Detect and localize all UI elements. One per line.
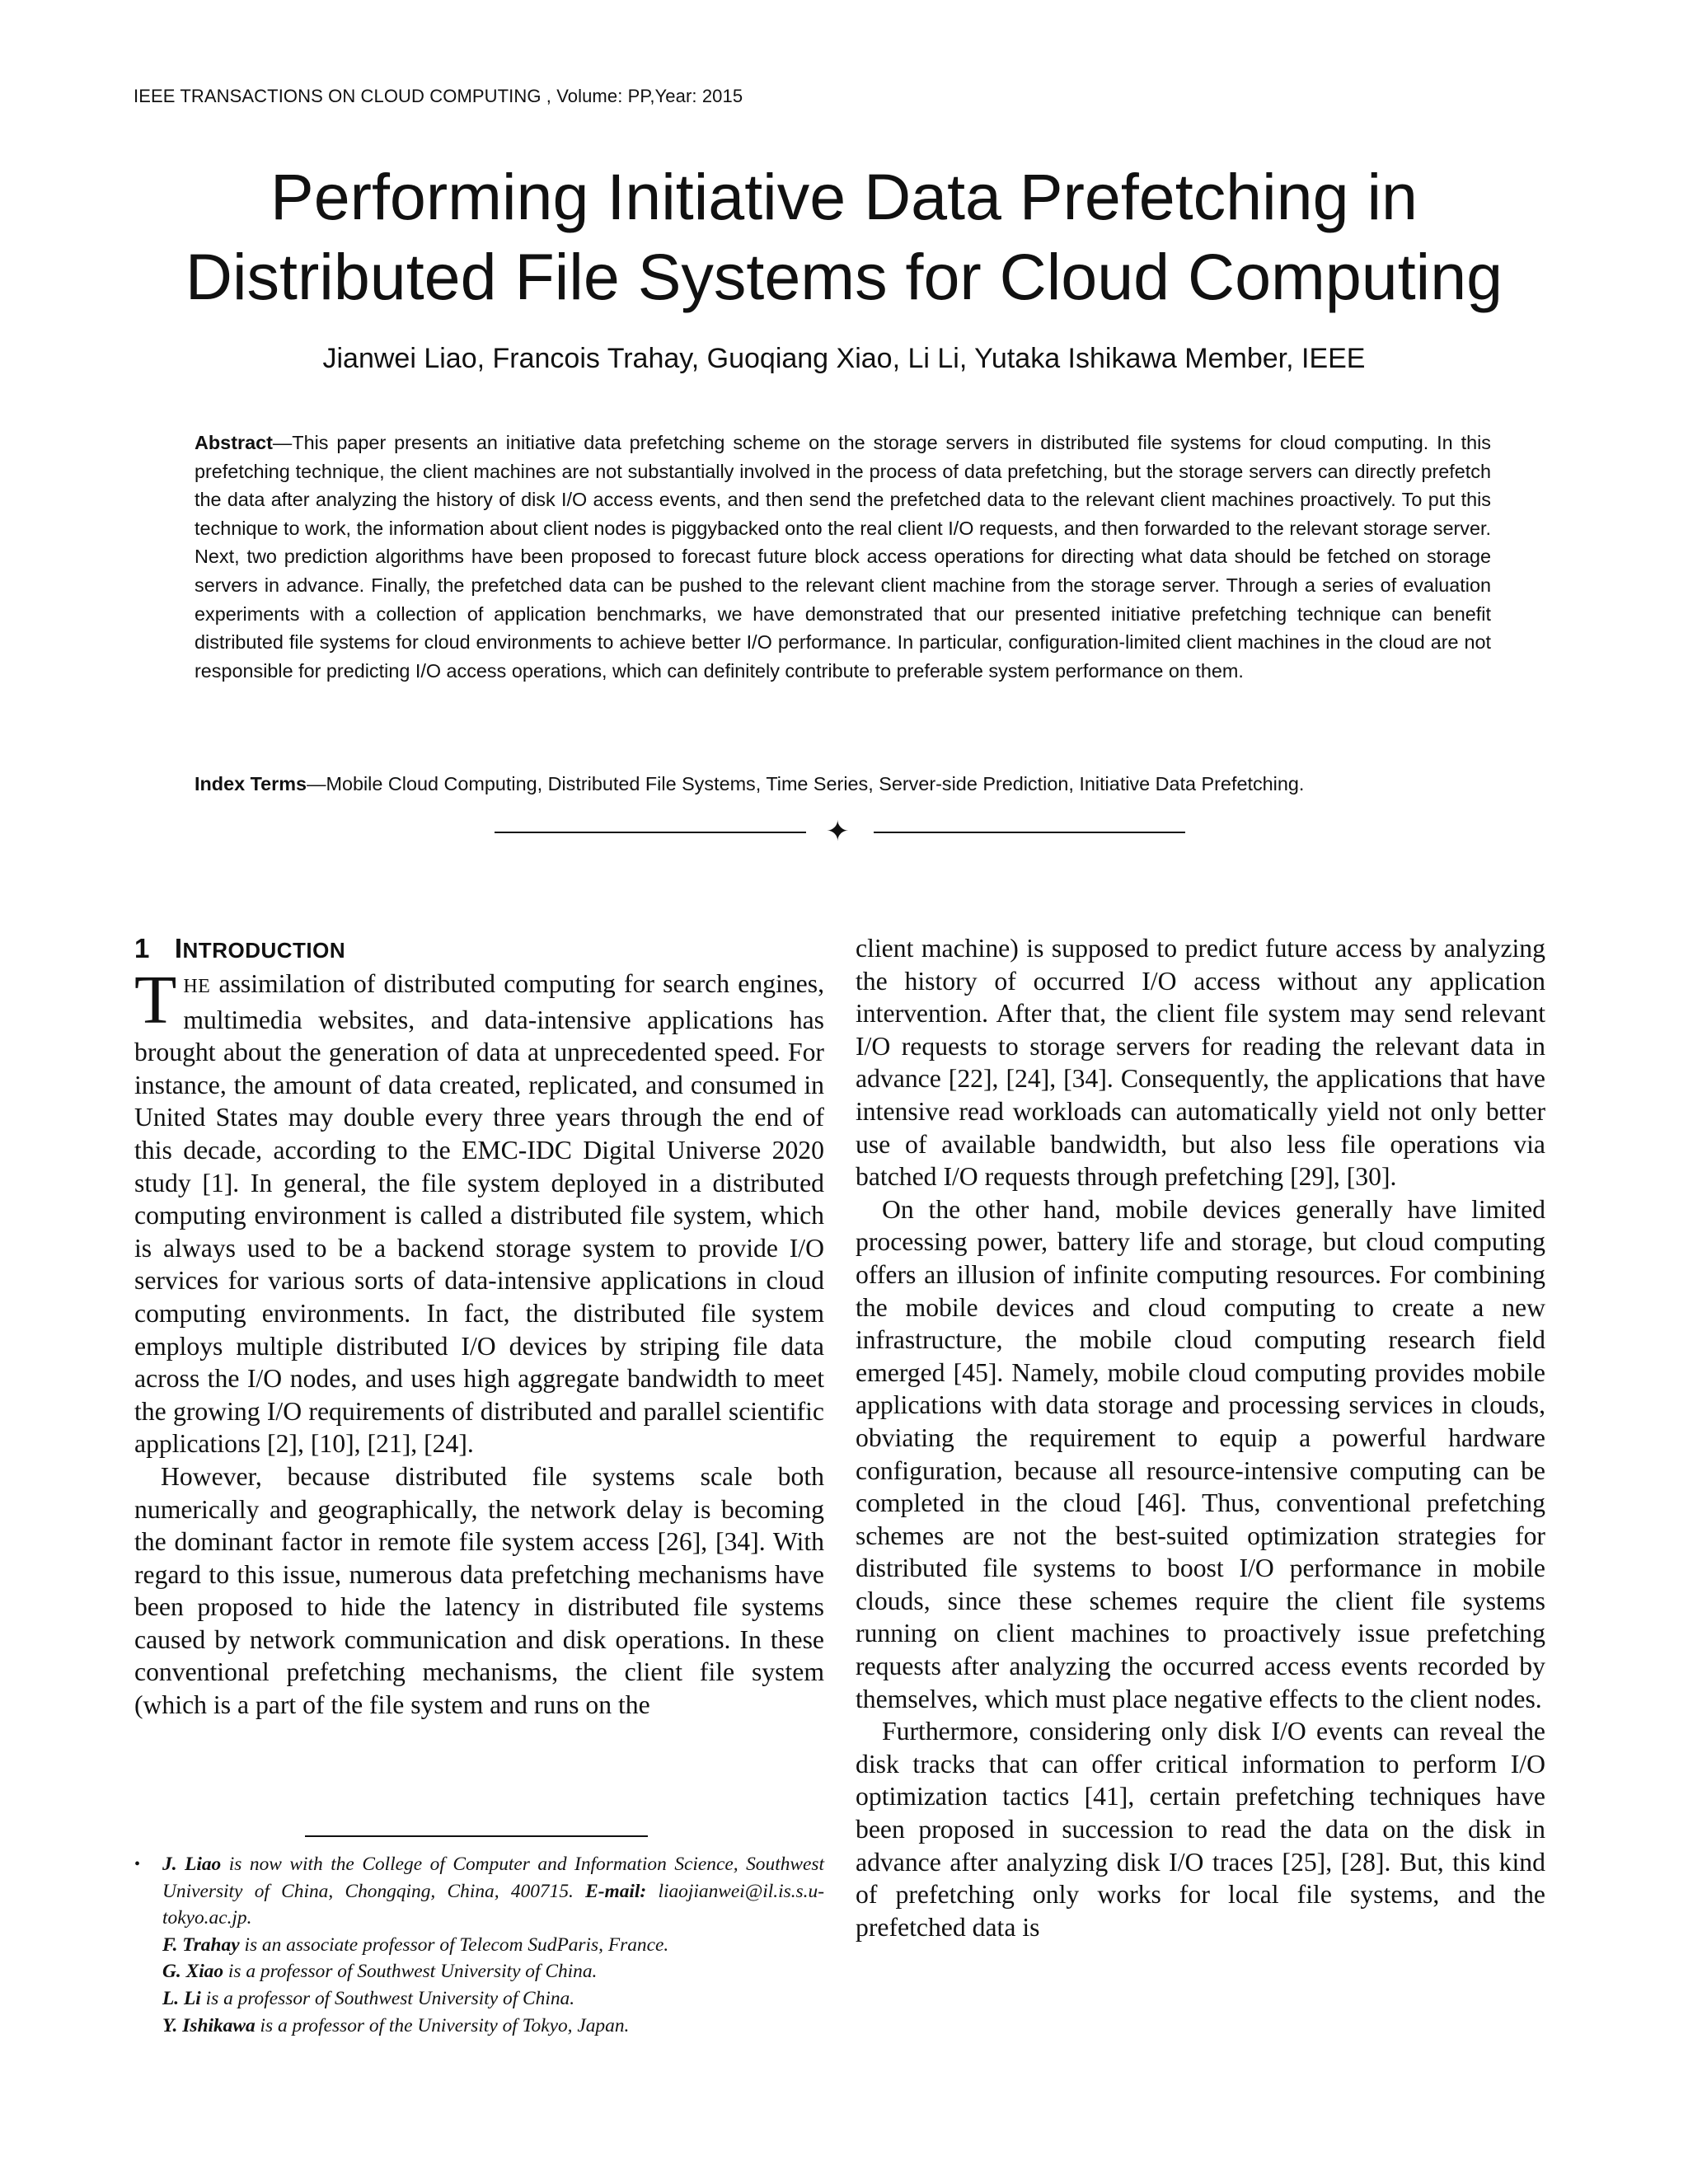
footnote-text: is a professor of Southwest University of China. [223,1961,598,1983]
footnote-liao [134,1851,824,1932]
paragraph-text: assimilation of distributed computing for search engines, multimedia websites, and data-intensive applications has brought about the generation of data at unprecedented speed. For instance, the amount of data created, replicated, and consumed in United States may double every three years through the end of this decade, according to the EMC-IDC Digital Universe 2020 study [1]. In general, the file system deployed in a distributed computing environment is called a distributed file system, which is always used to be a backend storage system to provide I/O services for various sorts of data-intensive applications in cloud computing environments. In fact, the distributed file system employs multiple distributed I/O devices by striping file data across the I/O nodes, and uses high aggregate bandwidth to meet the growing I/O requirements of distributed and parallel scientific applications [2], [10], [21], [24]. [134,969,824,1459]
section-heading [134,930,824,968]
section-title-rest: NTRODUCTION [182,938,346,963]
section-number: 1 [134,933,150,963]
running-head: IEEE TRANSACTIONS ON CLOUD COMPUTING , Volume: PP,Year: 2015 [134,86,743,106]
footnote-text: is a professor of the University of Tokyo, Japan. [255,2014,630,2036]
abstract [195,429,1491,685]
abstract-label: Abstract [195,432,273,453]
footnote-name: J. Liao [162,1854,222,1875]
abstract-text: —This paper presents an initiative data prefetching scheme on the storage servers in distributed file systems for cloud computing. In this prefetching technique, the client machines are not substantially involved in the process of data prefetching, but the storage servers can directly prefetch the data after analyzing the history of disk I/O access events, and then send the prefetched data to the relevant client machines proactively. To put this technique to work, the information about client nodes is piggybacked onto the real client I/O requests, and then forwarded to the relevant storage server. Next, two prediction algorithms have been proposed to forecast future block access operations for directing what data should be fetched on storage servers in advance. Finally, the prefetched data can be pushed to the relevant client machine from the storage server. Through a series of evaluation experiments with a collection of application benchmarks, we have demonstrated that our presented initiative prefetching technique can benefit distributed file systems for cloud environments to achieve better I/O performance. In particular, configuration-limited client machines in the cloud are not responsible for predicting I/O access operations, which can definitely contribute to preferable system performance on them. [195,432,1491,682]
author-list: Jianwei Liao, Francois Trahay, Guoqiang Xiao, Li Li, Yutaka Ishikawa Member, IEEE [322,343,1366,374]
drop-cap-smallcaps: HE [183,976,211,997]
index-terms-text: —Mobile Cloud Computing, Distributed File Systems, Time Series, Server-side Prediction, Initiative Data Prefetching. [307,773,1305,794]
footnote-trahay [134,1932,824,1959]
title-line-1: Performing Initiative Data Prefetching in [270,160,1418,233]
intro-paragraph-1 [134,962,824,1460]
divider-rule-left [495,832,806,833]
footnote-rule [305,1835,648,1837]
diamond-ornament-icon: ✦ [826,817,850,847]
right-column [856,932,1545,1943]
left-column [134,930,824,1722]
footnote-li [134,1985,824,2013]
email-label: E-mail: [585,1880,647,1902]
section-divider [495,814,1185,851]
intro-paragraph-2: However, because distributed file systems scale both numerically and geographically, the network delay is becoming the dominant factor in remote file system access [26], [34]. With regard to this issue, numerous data prefetching mechanisms have been proposed to hide the latency in distributed file systems caused by network communication and disk operations. In these conventional prefetching mechanisms, the client file system (which is a part of the file system and runs on the [134,1461,824,1720]
title-line-2: Distributed File Systems for Cloud Computing [185,240,1503,313]
intro-paragraph-mobile: On the other hand, mobile devices generally have limited processing power, battery life and storage, but cloud computing offers an illusion of infinite computing resources. For combining the mobile devices and cloud computing to create a new infrastructure, the mobile cloud computing research field emerged [45]. Namely, mobile cloud computing provides mobile applications with data storage and processing services in clouds, obviating the requirement to equip a powerful hardware configuration, because all resource-intensive computing can be completed in the cloud [46]. Thus, conventional prefetching schemes are not the best-suited optimization strategies for distributed file systems to boost I/O performance in mobile clouds, since these schemes require the client file systems running on client machines to proactively issue prefetching requests after analyzing the occurred access events recorded by themselves, which must place negative effects to the client nodes. [856,1194,1545,1713]
footnote-text: is an associate professor of Telecom SudParis, France. [239,1933,669,1956]
paper-title [99,157,1589,316]
index-terms [195,770,1530,798]
footnote-text: is a professor of Southwest University of China. [200,1987,575,2009]
footnotes [134,1851,824,2039]
divider-rule-right [874,832,1185,833]
footnote-name: G. Xiao [162,1961,224,1983]
footnote-bullet: • [134,1855,141,1873]
footnote-ishikawa [134,2013,824,2040]
footnote-text: is now with the College of Computer and Information Science, Southwest University of China, Chongqing, China, 400715. [162,1854,824,1902]
intro-paragraph-continued: client machine) is supposed to predict future access by analyzing the history of occurred I/O access without any application intervention. After that, the client file system may send relevant I/O requests to storage servers for reading the relevant data in advance [22], [24], [34]. Consequently, the applications that have intensive read workloads can automatically yield not only better use of available bandwidth, but also less file operations via batched I/O requests through prefetching [29], [30]. [856,934,1545,1192]
drop-cap: T [134,962,177,1038]
footnote-name: F. Trahay [162,1933,240,1956]
footnote-xiao [134,1958,824,1985]
section-title-initial: I [174,933,183,963]
footnote-name: L. Li [162,1987,201,2009]
email-address: liaojianwei@il.is.s.u-tokyo.ac.jp. [162,1880,824,1929]
intro-paragraph-disk: Furthermore, considering only disk I/O events can reveal the disk tracks that can offer critical information to perform I/O optimization tactics [41], certain prefetching techniques have been proposed in succession to read the data on the disk in advance after analyzing disk I/O traces [25], [28]. But, this kind of prefetching only works for local file systems, and the prefetched data is [856,1717,1545,1942]
index-terms-label: Index Terms [195,773,307,794]
footnote-name: Y. Ishikawa [162,2014,256,2036]
